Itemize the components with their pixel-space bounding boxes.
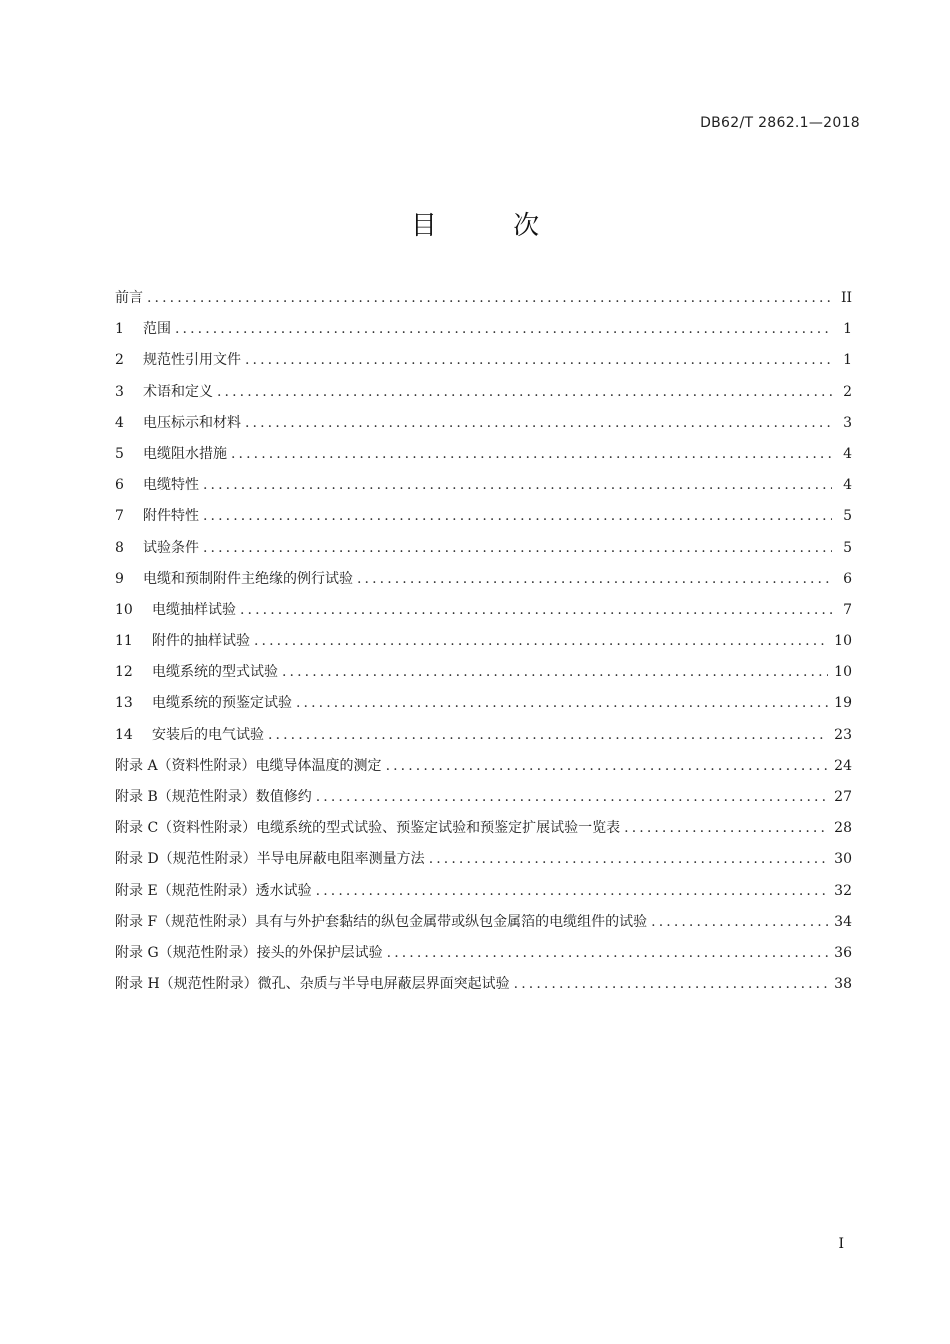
toc-entry[interactable] [115, 598, 852, 629]
toc-entry[interactable] [115, 380, 852, 411]
toc-entry-label: 附录 B（规范性附录）数值修约 [115, 789, 312, 805]
toc-dot-leader [203, 504, 832, 528]
toc-dot-leader [240, 598, 832, 622]
toc-dot-leader [386, 754, 829, 778]
toc-entry-page: 38 [834, 976, 852, 993]
toc-entry-page: 10 [834, 633, 852, 650]
toc-dot-leader [429, 847, 828, 871]
toc-entry[interactable] [115, 785, 852, 816]
toc-entry-page: 30 [834, 851, 852, 868]
toc-entry-page: 34 [834, 913, 852, 930]
toc-entry-page: 19 [834, 695, 852, 712]
toc-entry[interactable] [115, 723, 852, 754]
toc-entry-label: 附录 F（规范性附录）具有与外护套黏结的纵包金属带或纵包金属箔的电缆组件的试验 [115, 913, 648, 930]
toc-entry-label: 电缆系统的型式试验 [152, 664, 278, 681]
toc-entry-page: 28 [834, 820, 852, 837]
toc-entry-page: 23 [834, 726, 852, 743]
toc-entry-label: 电缆抽样试验 [152, 601, 236, 618]
toc-entry-label: 附录 H（规范性附录）微孔、杂质与半导电屏蔽层界面突起试验 [115, 976, 510, 993]
toc-entry[interactable] [115, 567, 852, 598]
toc-dot-leader [175, 317, 832, 341]
toc-entry-label: 电缆阻水措施 [143, 445, 227, 462]
toc-dot-leader [357, 567, 832, 591]
toc-entry[interactable] [115, 754, 852, 785]
toc-entry-number: 8 [115, 539, 124, 556]
toc-entry[interactable] [115, 348, 852, 379]
toc-dot-leader [147, 286, 832, 310]
toc-dot-leader [296, 691, 828, 715]
toc-entry-page: 5 [843, 508, 852, 525]
toc-entry[interactable] [115, 941, 852, 972]
toc-entry-number: 5 [115, 445, 124, 462]
toc-entry-number: 6 [115, 477, 124, 494]
toc-entry[interactable] [115, 691, 852, 722]
toc-entry-label: 范围 [143, 321, 171, 338]
toc-entry[interactable] [115, 411, 852, 442]
toc-entry[interactable] [115, 317, 852, 348]
toc-dot-leader [651, 910, 828, 934]
toc-entry-number: 11 [115, 633, 133, 650]
toc-entry[interactable] [115, 910, 852, 941]
toc-entry-label: 前言 [115, 290, 143, 306]
toc-entry-page: 4 [843, 477, 852, 494]
toc-entry-label: 附件的抽样试验 [152, 633, 250, 650]
toc-title: 目 次 [410, 211, 574, 241]
toc-entry[interactable] [115, 629, 852, 660]
toc-entry-label: 电缆和预制附件主绝缘的例行试验 [143, 570, 353, 587]
toc-dot-leader [624, 816, 828, 840]
page-number: I [838, 1236, 844, 1252]
toc-entry-number: 1 [115, 321, 124, 338]
toc-dot-leader [282, 660, 828, 684]
toc-entry-label: 附录 G（规范性附录）接头的外保护层试验 [115, 944, 383, 961]
toc-entry-label: 规范性引用文件 [143, 352, 241, 369]
toc-entry-label: 术语和定义 [143, 383, 213, 400]
toc-entry-page: 4 [843, 445, 852, 462]
toc-entry-page: 2 [843, 383, 852, 400]
toc-entry-label: 电缆系统的预鉴定试验 [152, 695, 292, 712]
toc-entry[interactable] [115, 847, 852, 878]
toc-entry-label: 电压标示和材料 [143, 414, 241, 431]
toc-entry-page: 3 [843, 414, 852, 431]
toc-entry[interactable] [115, 816, 852, 847]
toc-entry-page: 32 [834, 882, 852, 899]
toc-dot-leader [254, 629, 828, 653]
toc-dot-leader [316, 785, 828, 809]
toc-entry[interactable] [115, 473, 852, 504]
toc-entry-page: 5 [843, 539, 852, 556]
toc-dot-leader [203, 536, 832, 560]
toc-entry-page: 36 [834, 944, 852, 961]
toc-entry-page: 1 [843, 352, 852, 369]
toc-entry-number: 4 [115, 414, 124, 431]
toc-dot-leader [387, 941, 829, 965]
toc-entry-label: 安装后的电气试验 [152, 726, 264, 743]
toc-dot-leader [514, 972, 829, 996]
toc-dot-leader [203, 473, 832, 497]
toc-entry-label: 附件特性 [143, 508, 199, 525]
toc-entry-label: 试验条件 [143, 539, 199, 556]
toc-dot-leader [245, 348, 832, 372]
table-of-contents [115, 286, 852, 1003]
toc-entry[interactable] [115, 286, 852, 317]
toc-entry-page: 24 [834, 757, 852, 774]
toc-entry-number: 2 [115, 352, 124, 369]
toc-entry[interactable] [115, 972, 852, 1003]
toc-entry-page: II [840, 290, 852, 306]
toc-entry-number: 9 [115, 570, 124, 587]
toc-entry[interactable] [115, 660, 852, 691]
toc-dot-leader [245, 411, 832, 435]
toc-entry-page: 7 [843, 601, 852, 618]
toc-entry-page: 6 [843, 570, 852, 587]
toc-entry[interactable] [115, 879, 852, 910]
toc-entry-label: 附录 A（资料性附录）电缆导体温度的测定 [115, 757, 382, 774]
toc-dot-leader [316, 879, 829, 903]
toc-entry[interactable] [115, 536, 852, 567]
toc-entry-number: 10 [115, 601, 133, 618]
toc-entry-label: 附录 D（规范性附录）半导电屏蔽电阻率测量方法 [115, 851, 425, 868]
toc-entry-label: 附录 E（规范性附录）透水试验 [115, 882, 312, 899]
toc-entry[interactable] [115, 504, 852, 535]
toc-dot-leader [217, 380, 832, 404]
toc-entry-number: 3 [115, 383, 124, 400]
toc-entry-label: 电缆特性 [143, 477, 199, 494]
toc-entry-label: 附录 C（资料性附录）电缆系统的型式试验、预鉴定试验和预鉴定扩展试验一览表 [115, 820, 621, 837]
toc-entry-number: 12 [115, 664, 133, 681]
toc-entry-page: 10 [834, 664, 852, 681]
toc-entry-number: 14 [115, 726, 133, 743]
toc-entry-page: 1 [843, 321, 852, 338]
toc-entry-page: 27 [834, 789, 852, 805]
document-code: DB62/T 2862.1—2018 [700, 115, 860, 131]
toc-entry-number: 13 [115, 695, 133, 712]
toc-entry-number: 7 [115, 508, 124, 525]
toc-dot-leader [268, 723, 828, 747]
toc-dot-leader [231, 442, 832, 466]
toc-entry[interactable] [115, 442, 852, 473]
